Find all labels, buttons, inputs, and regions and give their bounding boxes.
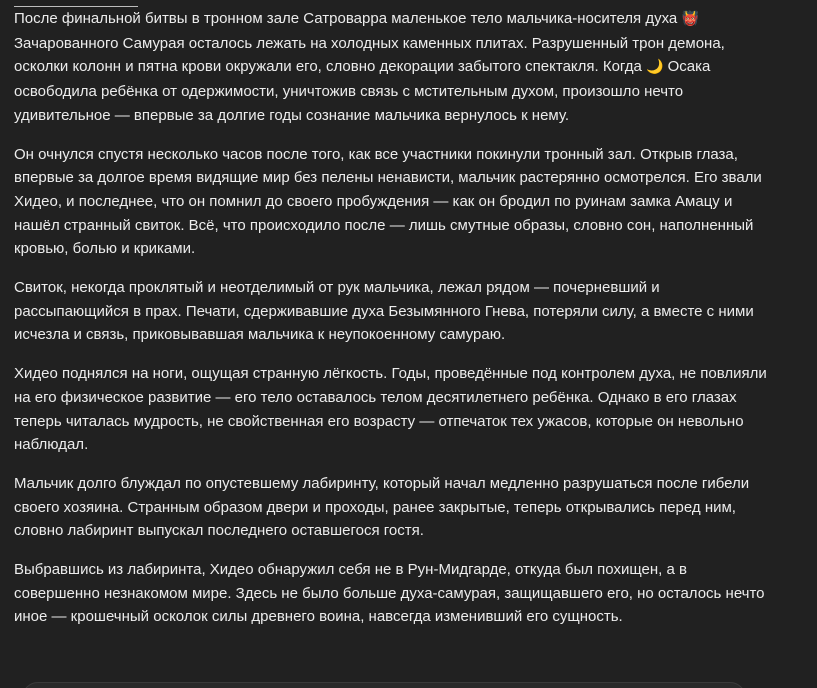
message-paragraph-3: Свиток, некогда проклятый и неотделимый от рук мальчика, лежал рядом — почерневший и рассыпающийся в прах. Печати, сдерживавшие духа Безымянного Гнева, потеряли силу, а вместе с ними исчезла и связь, приковывавшая мальчика к неупокоенному самураю.: [14, 279, 754, 344]
assistant-message: [14, 0, 774, 644]
message-paragraph-5: Мальчик долго блуждал по опустевшему лабиринту, который начал медленно разрушаться после гибели своего хозяина. Странным образом двери и проходы, ранее закрытые, теперь открывались перед ним, словно лабиринт выпускал последнего оставшегося гостя.: [14, 474, 750, 540]
message-paragraph-1: [14, 0, 774, 128]
paragraph-1-text-c: Осака освободила ребёнка от одержимости, уничтожив связь с мстительным духом, произошло нечто удивительное — впервые за долгие годы сознание мальчика вернулось к нему.: [14, 58, 711, 124]
message-paragraph-4: Хидео поднялся на ноги, ощущая странную лёгкость. Годы, проведённые под контролем духа, не повлияли на его физическое развитие — его тело оставалось телом десятилетнего ребёнка. Однако в его глазах теперь читалась мудрость, не свойственная его возрасту — отпечаток тех ужасов, которые он невольно наблюдал.: [14, 365, 767, 454]
paragraph-1-text-a: После финальной битвы в тронном зале Сатроварра маленькое тело мальчика-носителя духа: [14, 10, 682, 27]
message-paragraph-6: Выбравшись из лабиринта, Хидео обнаружил себя не в Рун-Мидгарде, откуда был похищен, а в совершенно незнакомом мире. Здесь не было больше духа-самурая, защищавшего его, но осталось нечто иное — крошечный осколок силы древнего воина, навсегда изменивший его сущность.: [14, 561, 765, 626]
message-paragraph-2: Он очнулся спустя несколько часов после того, как все участники покинули тронный зал. Открыв глаза, впервые за долгое время видящие мир без пелены ненависти, мальчик растерянно осмотрелся. Его звали Хидео, и последнее, что он помнил до своего пробуждения — как он бродил по руинам замка Амацу и нашёл странный свиток. Всё, что происходило после — лишь смутные образы, словно сон, наполненный кровью, болью и криками.: [14, 145, 762, 258]
paragraph-1-text-b: Зачарованного Самурая осталось лежать на холодных каменных плитах. Разрушенный трон демона, осколки колонн и пятна крови окружали его, словно декорации забытого спектакля. Когда: [14, 34, 725, 76]
crescent-moon-icon: 🌙: [646, 59, 664, 76]
demon-mask-icon: 👹: [681, 11, 699, 27]
message-composer[interactable]: [22, 682, 746, 688]
